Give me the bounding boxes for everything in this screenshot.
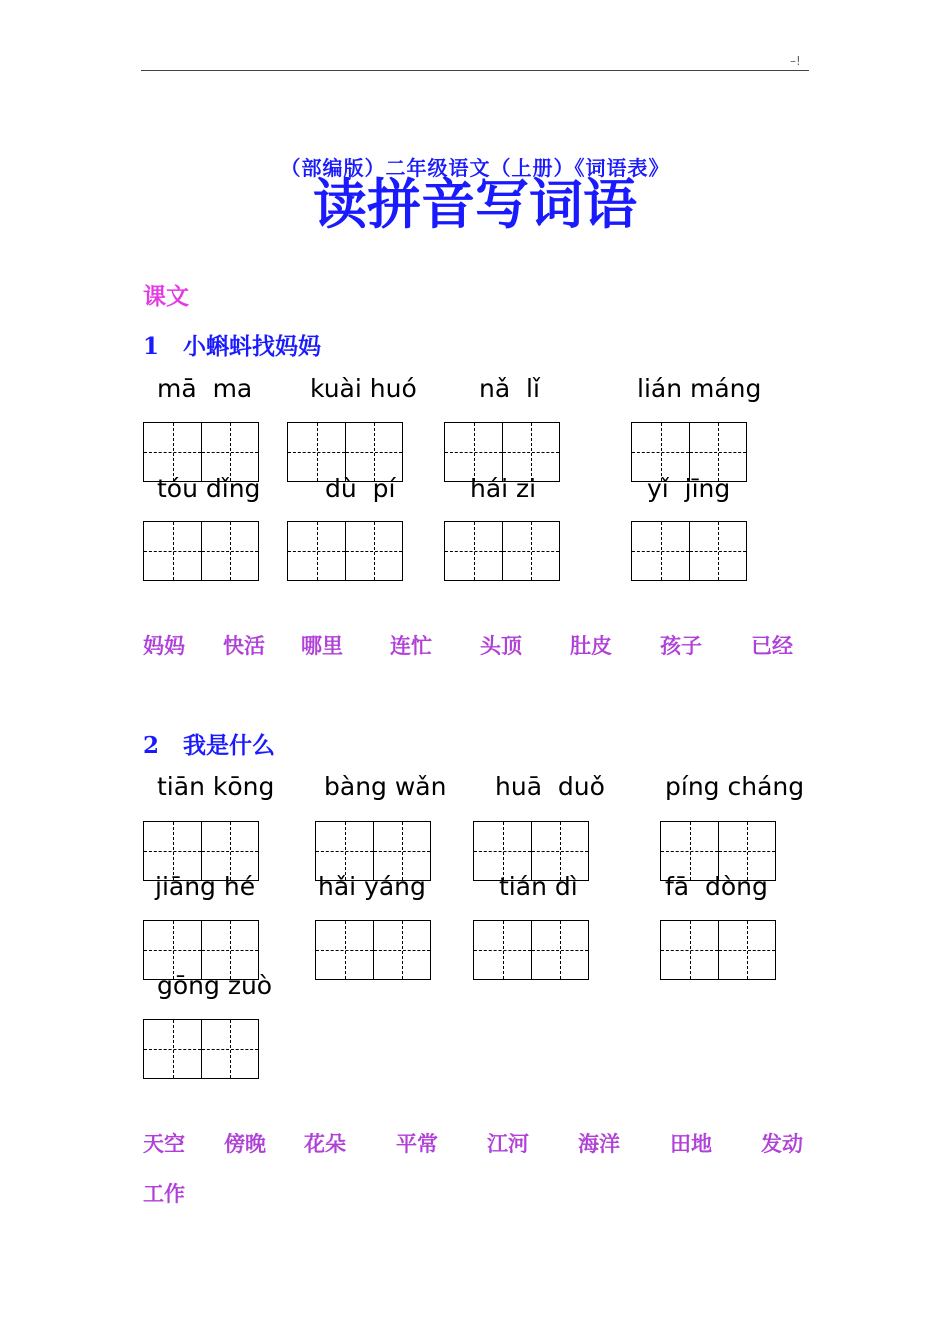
lesson-1-title <box>143 328 321 361</box>
header-mark: –! <box>790 54 801 68</box>
writing-box[interactable] <box>315 920 431 980</box>
vocab-word: 头顶 <box>480 634 522 658</box>
pinyin-label: gōng zuò <box>157 971 273 1000</box>
vocab-word: 已经 <box>751 634 793 658</box>
vocab-word: 江河 <box>487 1132 529 1156</box>
pinyin-label: hǎi yáng <box>318 872 426 901</box>
document-subtitle: （部编版）二年级语文（上册）《词语表》 <box>280 156 670 180</box>
pinyin-label: bàng wǎn <box>324 772 447 801</box>
lesson-number: 2 <box>143 732 160 759</box>
section-label: 课文 <box>143 284 189 310</box>
vocab-word: 肚皮 <box>570 634 612 658</box>
vocab-word: 工作 <box>143 1182 185 1206</box>
pinyin-label: fā dòng <box>665 872 768 901</box>
vocab-word: 田地 <box>670 1132 712 1156</box>
vocab-word: 花朵 <box>304 1132 346 1156</box>
writing-box[interactable] <box>631 422 747 482</box>
document-title: 读拼音写词语 <box>313 173 637 236</box>
writing-box[interactable] <box>143 1019 259 1079</box>
pinyin-label: tóu dǐng <box>157 474 261 503</box>
lesson-number: 1 <box>143 333 160 360</box>
lesson-2-title <box>143 727 275 760</box>
pinyin-label: tián dì <box>499 872 578 901</box>
pinyin-label: hái zi <box>470 474 537 503</box>
vocab-word: 傍晚 <box>224 1132 266 1156</box>
writing-box[interactable] <box>287 521 403 581</box>
vocab-word: 天空 <box>143 1132 185 1156</box>
pinyin-label: tiān kōng <box>157 772 275 801</box>
pinyin-label: huā duǒ <box>495 772 605 801</box>
writing-box[interactable] <box>631 521 747 581</box>
header-rule <box>141 70 809 71</box>
vocab-word: 平常 <box>396 1132 438 1156</box>
pinyin-label: kuài huó <box>310 374 417 403</box>
writing-box[interactable] <box>143 521 259 581</box>
lesson-name: 小蝌蚪找妈妈 <box>183 334 321 360</box>
vocab-word: 妈妈 <box>143 634 185 658</box>
pinyin-label: jiāng hé <box>155 872 256 901</box>
writing-box[interactable] <box>444 422 560 482</box>
writing-box[interactable] <box>473 920 589 980</box>
vocab-word: 孩子 <box>660 634 702 658</box>
writing-box[interactable] <box>444 521 560 581</box>
writing-box[interactable] <box>143 422 259 482</box>
vocab-word: 连忙 <box>390 634 432 658</box>
vocab-word: 快活 <box>223 634 265 658</box>
vocab-word: 哪里 <box>301 634 343 658</box>
writing-box[interactable] <box>660 920 776 980</box>
vocab-word: 发动 <box>761 1132 803 1156</box>
pinyin-label: lián máng <box>637 374 762 403</box>
pinyin-label: dù pí <box>325 474 396 503</box>
lesson-name: 我是什么 <box>183 733 275 759</box>
pinyin-label: píng cháng <box>665 772 805 801</box>
vocab-word: 海洋 <box>578 1132 620 1156</box>
pinyin-label: mā ma <box>157 374 253 403</box>
writing-box[interactable] <box>287 422 403 482</box>
pinyin-label: yǐ jīng <box>647 474 731 503</box>
pinyin-label: nǎ lǐ <box>479 374 540 403</box>
